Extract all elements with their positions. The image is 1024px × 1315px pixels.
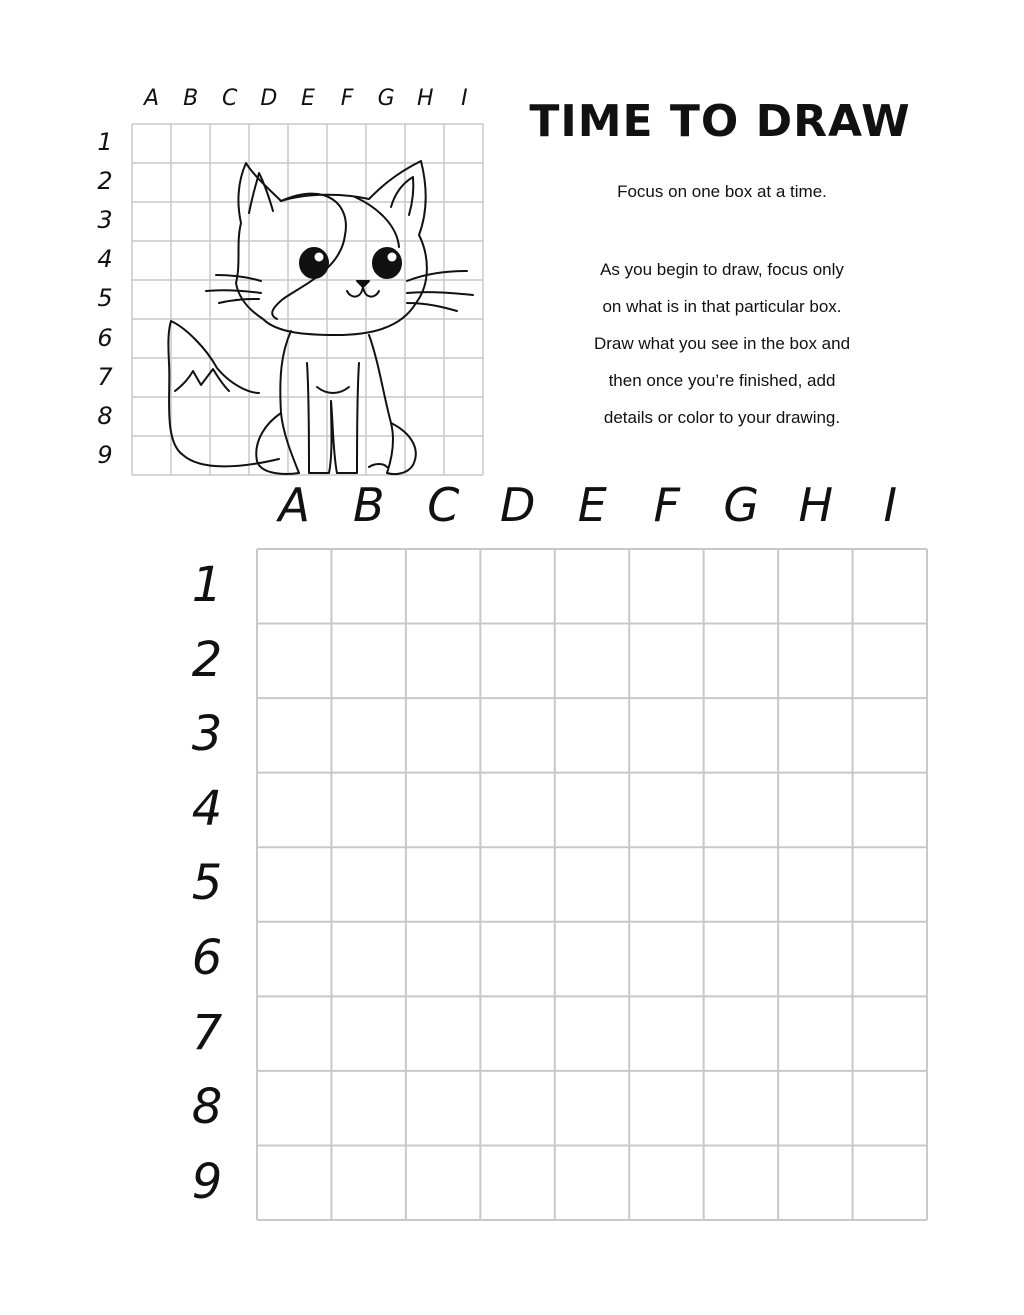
reference-column-label: A (144, 86, 160, 111)
reference-column-label: G (377, 86, 395, 111)
drawing-row-label: 7 (191, 1004, 223, 1061)
drawing-column-label: I (883, 478, 898, 532)
drawing-row-label: 1 (191, 557, 223, 613)
drawing-row-label: 4 (191, 780, 223, 837)
drawing-column-label: H (798, 478, 834, 532)
drawing-row-label: 3 (191, 706, 223, 763)
reference-row-label: 8 (97, 401, 113, 430)
drawing-column-label: G (723, 478, 760, 532)
drawing-column-label: A (278, 478, 310, 532)
instruction-line: Draw what you see in the box and (593, 334, 851, 353)
instructions (520, 256, 924, 441)
reference-column-label: B (183, 86, 199, 111)
reference-column-labels (132, 86, 484, 116)
drawing-column-label: D (500, 478, 536, 532)
reference-row-label: 7 (97, 362, 113, 391)
reference-row-labels (88, 123, 122, 475)
drawing-column-labels (257, 478, 928, 538)
reference-column-label: F (340, 86, 354, 111)
reference-column-label: I (461, 86, 468, 111)
reference-row-label: 2 (97, 167, 113, 196)
reference-column-label: C (222, 86, 238, 111)
reference-row-label: 4 (97, 245, 113, 274)
reference-row-label: 1 (97, 128, 113, 156)
reference-grid (131, 123, 484, 476)
drawing-row-label: 2 (191, 631, 223, 688)
drawing-row-label: 6 (191, 930, 223, 986)
cat-drawing (168, 161, 473, 474)
reference-row-label: 6 (97, 323, 113, 352)
reference-row-label: 3 (97, 206, 113, 235)
drawing-column-label: F (653, 478, 680, 532)
reference-column-label: D (260, 86, 278, 111)
page-title: TIME TO DRAW (529, 96, 911, 147)
instruction-line: on what is in that particular box. (602, 297, 842, 316)
reference-column-label: H (416, 86, 434, 111)
drawing-row-labels (176, 548, 238, 1220)
instruction-line: then once you’re finished, add (608, 371, 836, 390)
drawing-row-label: 9 (191, 1153, 223, 1210)
drawing-column-label: C (427, 478, 460, 532)
drawing-row-label: 8 (191, 1079, 223, 1136)
drawing-grid[interactable] (256, 548, 928, 1221)
drawing-grid-lines (257, 549, 927, 1220)
intro-text: Focus on one box at a time. (617, 182, 827, 201)
drawing-row-label: 5 (191, 855, 223, 912)
reference-column-label: E (300, 86, 315, 111)
reference-row-label: 9 (97, 440, 113, 469)
instruction-line: As you begin to draw, focus only (600, 260, 844, 279)
reference-grid-lines (132, 124, 483, 475)
drawing-column-label: B (352, 478, 385, 532)
instruction-line: details or color to your drawing. (603, 408, 841, 427)
drawing-column-label: E (577, 478, 607, 532)
reference-row-label: 5 (97, 284, 113, 313)
